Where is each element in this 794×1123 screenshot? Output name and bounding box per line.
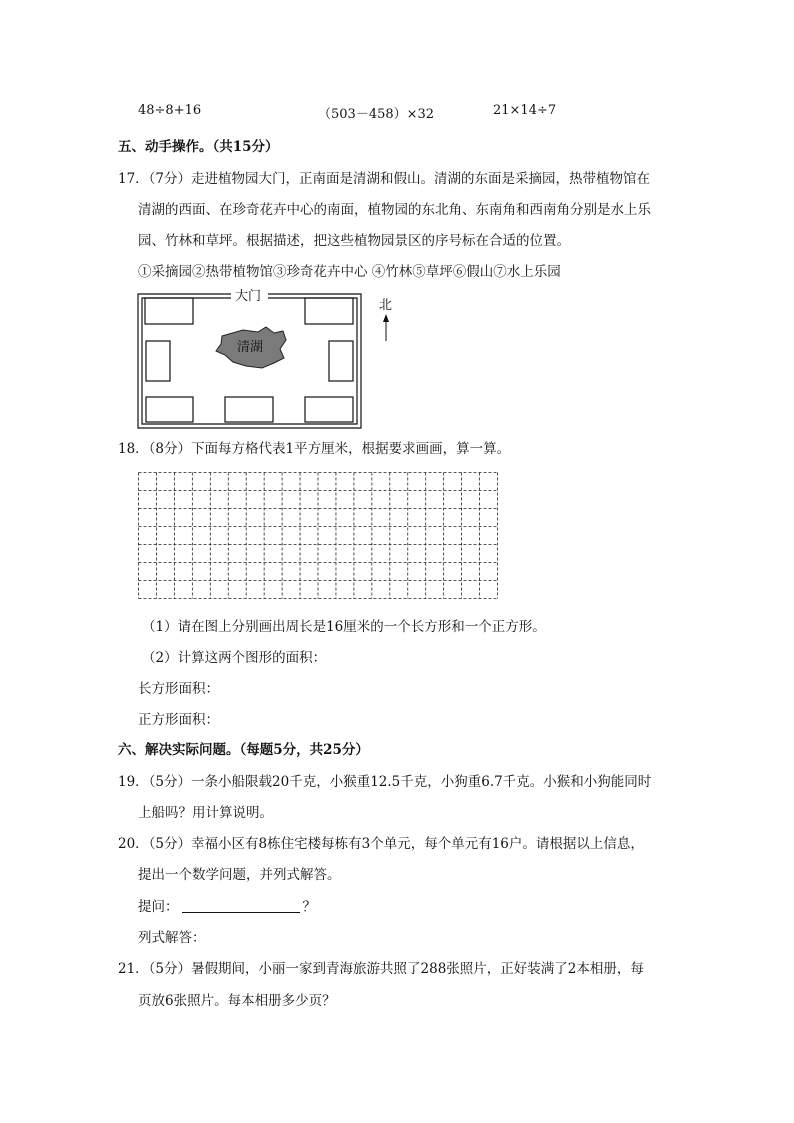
calc-item-2: （503－458）×32 [318, 107, 435, 122]
q17-line-1: 17．（7分）走进植物园大门，正南面是清湖和假山。清湖的东面是采摘园，热带植物馆在 [118, 171, 651, 187]
gate-label: 大门 [235, 289, 262, 304]
square-grid[interactable] [138, 472, 498, 599]
q20-line-1: 20．（5分）幸福小区有8栋住宅楼每栋有3个单元，每个单元有16户。请根据以上信息， [118, 836, 644, 852]
q17-line-2: 清湖的西面、在珍奇花卉中心的南面，植物园的东北角、东南角和西南角分别是水上乐 [138, 202, 651, 218]
north-label: 北 [379, 298, 393, 313]
q20-line-2: 提出一个数学问题，并列式解答。 [138, 867, 341, 883]
rect-area-label: 长方形面积： [138, 681, 219, 697]
calc-item-3: 21×14÷7 [493, 103, 557, 118]
q21-line-2: 页放6张照片。每本相册多少页？ [138, 993, 336, 1009]
lake-label: 清湖 [237, 340, 264, 355]
q17-line-3: 园、竹林和草坪。根据描述，把这些植物园景区的序号标在合适的位置。 [138, 233, 570, 249]
q19-line-1: 19．（5分）一条小船限载20千克，小猴重12.5千克，小狗重6.7千克。小猴和小狗能同时 [118, 774, 652, 790]
ask-label: 提问： [138, 899, 179, 915]
q18-sub-2: （2）计算这两个图形的面积： [142, 650, 327, 666]
answer-label: 列式解答： [138, 930, 206, 946]
q18-sub-1: （1）请在图上分别画出周长是16厘米的一个长方形和一个正方形。 [142, 619, 546, 635]
q19-line-2: 上船吗？用计算说明。 [138, 805, 273, 821]
q18-line-1: 18．（8分）下面每方格代表1平方厘米，根据要求画画，算一算。 [118, 441, 511, 457]
north-arrow-icon [383, 314, 389, 341]
calc-item-1: 48÷8+16 [138, 103, 202, 118]
q20-ask-row [138, 898, 316, 916]
ask-blank[interactable] [182, 899, 300, 913]
square-area-label: 正方形面积： [138, 712, 219, 728]
q21-line-1: 21．（5分）暑假期间，小丽一家到青海旅游共照了288张照片，正好装满了2本相册，每 [118, 961, 644, 977]
ask-end: ？ [302, 899, 316, 915]
section-heading-6: 六、解决实际问题。（每题5分，共25分） [118, 742, 369, 758]
q17-options: ①采摘园②热带植物馆③珍奇花卉中心 ④竹林⑤草坪⑥假山⑦水上乐园 [138, 264, 561, 280]
section-heading-5: 五、动手操作。（共15分） [118, 139, 279, 155]
